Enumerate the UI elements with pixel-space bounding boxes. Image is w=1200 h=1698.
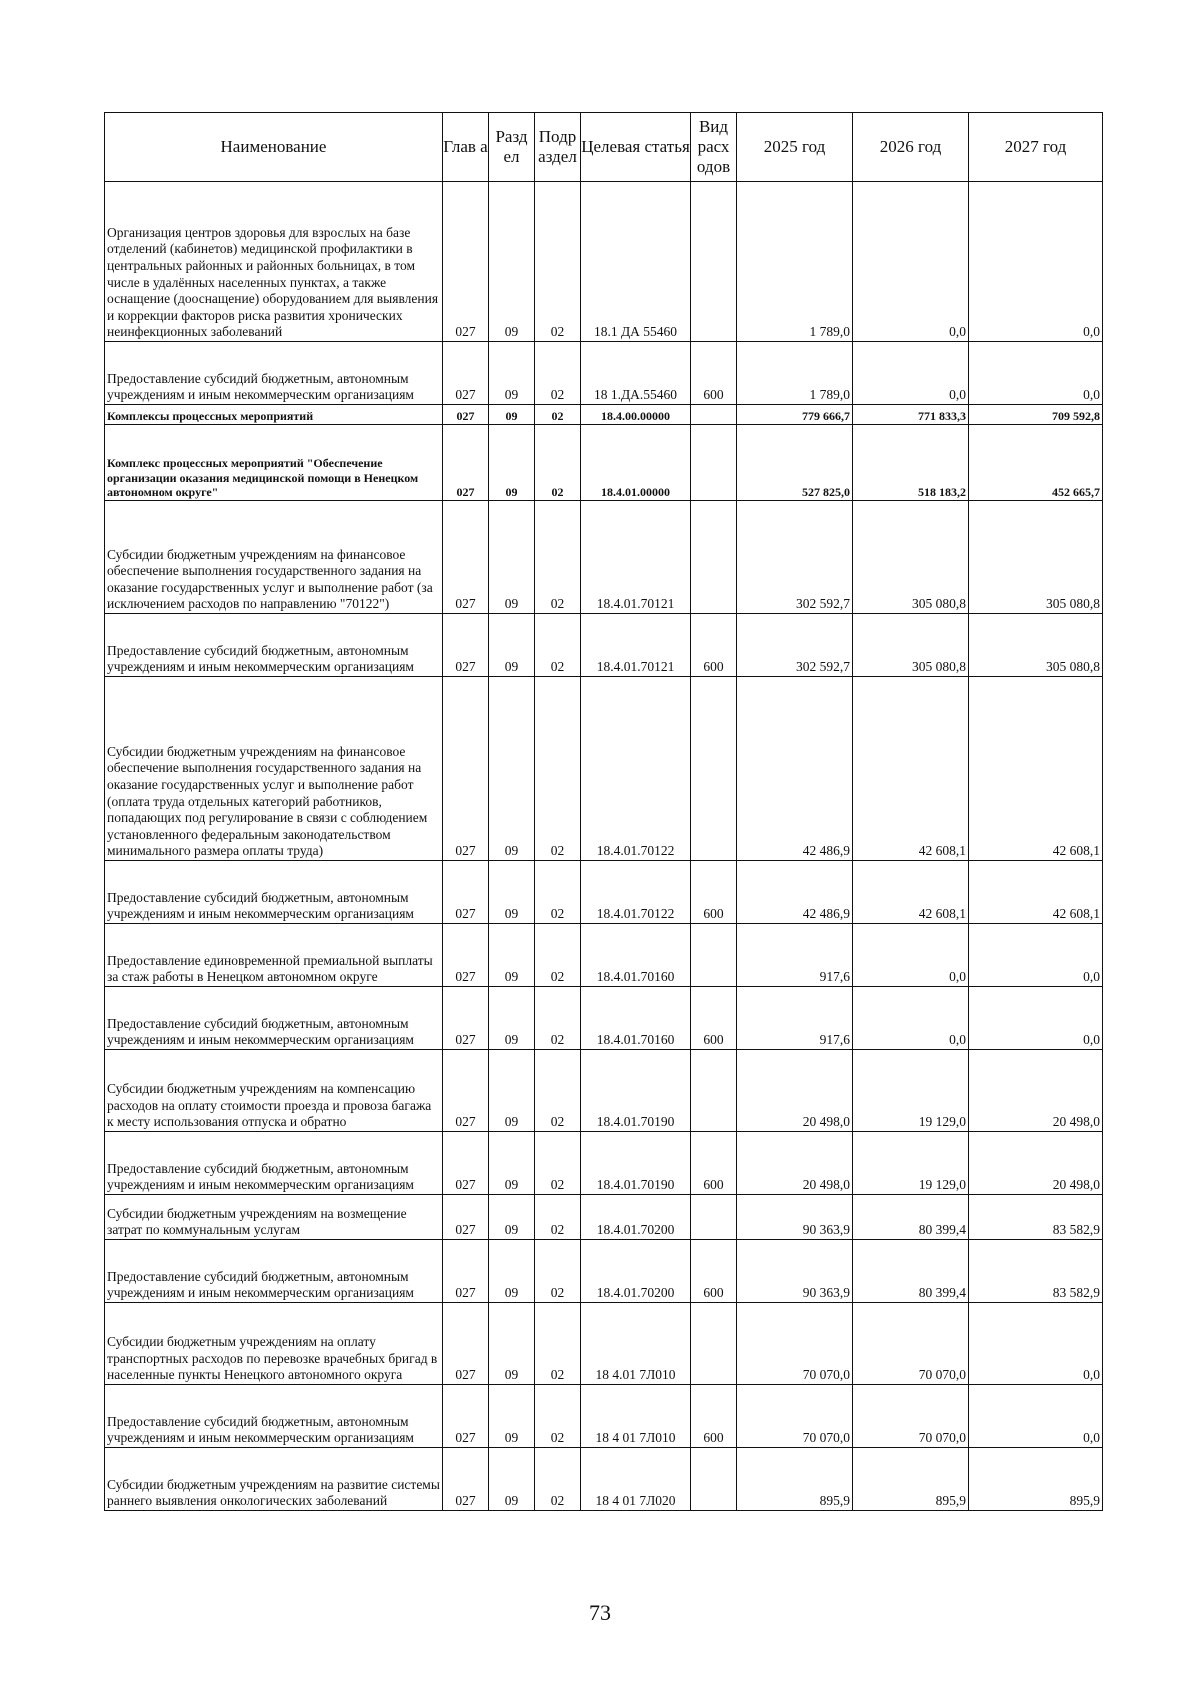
row-amount-2025: 779 666,7 [737, 405, 853, 425]
table-row [105, 677, 1103, 861]
header-2026: 2026 год [853, 113, 969, 182]
table-row [105, 924, 1103, 987]
row-target-article: 18.4.01.70121 [581, 501, 691, 614]
row-expense-type [691, 924, 737, 987]
row-amount-2026: 305 080,8 [853, 501, 969, 614]
row-name: Предоставление субсидий бюджетным, автономным учреждениям и иным некоммерческим организациям [105, 1240, 443, 1303]
row-name: Предоставление субсидий бюджетным, автономным учреждениям и иным некоммерческим организациям [105, 1385, 443, 1448]
row-target-article: 18.4.00.00000 [581, 405, 691, 425]
table-row [105, 1448, 1103, 1511]
row-amount-2027: 42 608,1 [969, 861, 1103, 924]
row-target-article: 18.4.01.70200 [581, 1195, 691, 1240]
row-target-article: 18.4.01.70122 [581, 677, 691, 861]
row-podrazdel: 02 [535, 924, 581, 987]
row-target-article: 18.1 ДА 55460 [581, 182, 691, 342]
row-name: Предоставление субсидий бюджетным, автономным учреждениям и иным некоммерческим организациям [105, 861, 443, 924]
row-amount-2026: 42 608,1 [853, 861, 969, 924]
row-expense-type: 600 [691, 1132, 737, 1195]
row-expense-type [691, 1195, 737, 1240]
row-glava: 027 [443, 677, 489, 861]
row-amount-2025: 527 825,0 [737, 425, 853, 501]
row-podrazdel: 02 [535, 405, 581, 425]
table-row [105, 1303, 1103, 1385]
row-name: Предоставление субсидий бюджетным, автономным учреждениям и иным некоммерческим организациям [105, 614, 443, 677]
row-glava: 027 [443, 1195, 489, 1240]
row-expense-type: 600 [691, 1385, 737, 1448]
row-target-article: 18.4.01.70190 [581, 1132, 691, 1195]
row-glava: 027 [443, 1050, 489, 1132]
row-glava: 027 [443, 987, 489, 1050]
header-podrazdel: Подр аздел [535, 113, 581, 182]
row-expense-type [691, 1050, 737, 1132]
row-amount-2025: 917,6 [737, 987, 853, 1050]
row-expense-type [691, 677, 737, 861]
row-name: Комплекс процессных мероприятий "Обеспечение организации оказания медицинской помощи в Ненецком автономном округе" [105, 425, 443, 501]
row-amount-2026: 19 129,0 [853, 1050, 969, 1132]
row-podrazdel: 02 [535, 861, 581, 924]
row-amount-2025: 20 498,0 [737, 1132, 853, 1195]
table-row [105, 1240, 1103, 1303]
row-podrazdel: 02 [535, 1448, 581, 1511]
row-amount-2027: 0,0 [969, 182, 1103, 342]
row-target-article: 18 4 01 7Л010 [581, 1385, 691, 1448]
row-amount-2025: 70 070,0 [737, 1303, 853, 1385]
row-amount-2027: 83 582,9 [969, 1195, 1103, 1240]
row-razdel: 09 [489, 987, 535, 1050]
row-razdel: 09 [489, 425, 535, 501]
table-row [105, 501, 1103, 614]
budget-table [104, 112, 1103, 1511]
row-target-article: 18.4.01.70200 [581, 1240, 691, 1303]
row-glava: 027 [443, 405, 489, 425]
row-razdel: 09 [489, 1448, 535, 1511]
row-glava: 027 [443, 501, 489, 614]
row-expense-type [691, 1448, 737, 1511]
row-target-article: 18.4.01.70160 [581, 987, 691, 1050]
row-expense-type: 600 [691, 861, 737, 924]
row-amount-2026: 19 129,0 [853, 1132, 969, 1195]
row-target-article: 18.4.01.70190 [581, 1050, 691, 1132]
row-amount-2026: 0,0 [853, 987, 969, 1050]
row-podrazdel: 02 [535, 614, 581, 677]
row-name: Субсидии бюджетным учреждениям на оплату транспортных расходов по перевозке врачебных бригад в населенные пункты Ненецкого автономного округа [105, 1303, 443, 1385]
table-row [105, 987, 1103, 1050]
header-glava: Глав а [443, 113, 489, 182]
row-amount-2025: 1 789,0 [737, 342, 853, 405]
row-amount-2027: 20 498,0 [969, 1132, 1103, 1195]
row-name: Предоставление субсидий бюджетным, автономным учреждениям и иным некоммерческим организациям [105, 342, 443, 405]
row-expense-type: 600 [691, 342, 737, 405]
table-row [105, 405, 1103, 425]
row-amount-2026: 80 399,4 [853, 1240, 969, 1303]
table-row [105, 342, 1103, 405]
row-amount-2026: 70 070,0 [853, 1303, 969, 1385]
row-name: Субсидии бюджетным учреждениям на финансовое обеспечение выполнения государственного задания на оказание государственных услуг и выполнение работ (за исключением расходов по направлению "70122") [105, 501, 443, 614]
row-amount-2027: 0,0 [969, 924, 1103, 987]
row-amount-2026: 70 070,0 [853, 1385, 969, 1448]
row-expense-type: 600 [691, 614, 737, 677]
row-amount-2026: 771 833,3 [853, 405, 969, 425]
row-glava: 027 [443, 924, 489, 987]
row-razdel: 09 [489, 1132, 535, 1195]
row-glava: 027 [443, 425, 489, 501]
row-amount-2027: 452 665,7 [969, 425, 1103, 501]
row-expense-type [691, 405, 737, 425]
row-amount-2025: 70 070,0 [737, 1385, 853, 1448]
row-expense-type [691, 182, 737, 342]
row-razdel: 09 [489, 861, 535, 924]
row-amount-2027: 83 582,9 [969, 1240, 1103, 1303]
row-podrazdel: 02 [535, 987, 581, 1050]
row-amount-2025: 90 363,9 [737, 1195, 853, 1240]
row-podrazdel: 02 [535, 182, 581, 342]
row-name: Субсидии бюджетным учреждениям на возмещение затрат по коммунальным услугам [105, 1195, 443, 1240]
row-razdel: 09 [489, 1385, 535, 1448]
row-glava: 027 [443, 342, 489, 405]
row-target-article: 18.4.01.70160 [581, 924, 691, 987]
row-name: Предоставление субсидий бюджетным, автономным учреждениям и иным некоммерческим организациям [105, 1132, 443, 1195]
row-name: Предоставление субсидий бюджетным, автономным учреждениям и иным некоммерческим организациям [105, 987, 443, 1050]
table-row [105, 182, 1103, 342]
header-2027: 2027 год [969, 113, 1103, 182]
row-razdel: 09 [489, 924, 535, 987]
row-podrazdel: 02 [535, 425, 581, 501]
row-razdel: 09 [489, 1050, 535, 1132]
row-amount-2025: 302 592,7 [737, 501, 853, 614]
row-amount-2026: 518 183,2 [853, 425, 969, 501]
row-podrazdel: 02 [535, 1132, 581, 1195]
row-amount-2026: 42 608,1 [853, 677, 969, 861]
row-name: Комплексы процессных мероприятий [105, 405, 443, 425]
row-razdel: 09 [489, 182, 535, 342]
row-amount-2027: 20 498,0 [969, 1050, 1103, 1132]
table-row [105, 861, 1103, 924]
row-glava: 027 [443, 1240, 489, 1303]
row-razdel: 09 [489, 1303, 535, 1385]
row-glava: 027 [443, 182, 489, 342]
row-amount-2026: 305 080,8 [853, 614, 969, 677]
row-glava: 027 [443, 861, 489, 924]
row-target-article: 18 4 01 7Л020 [581, 1448, 691, 1511]
row-expense-type: 600 [691, 1240, 737, 1303]
row-amount-2025: 302 592,7 [737, 614, 853, 677]
row-glava: 027 [443, 614, 489, 677]
row-expense-type [691, 501, 737, 614]
row-amount-2027: 0,0 [969, 987, 1103, 1050]
table-body [105, 182, 1103, 1511]
row-amount-2026: 80 399,4 [853, 1195, 969, 1240]
table-row [105, 614, 1103, 677]
table-row [105, 1195, 1103, 1240]
budget-sheet [104, 112, 1102, 1511]
row-amount-2027: 709 592,8 [969, 405, 1103, 425]
row-amount-2027: 305 080,8 [969, 501, 1103, 614]
row-podrazdel: 02 [535, 342, 581, 405]
row-amount-2027: 895,9 [969, 1448, 1103, 1511]
row-target-article: 18 4.01 7Л010 [581, 1303, 691, 1385]
row-amount-2025: 90 363,9 [737, 1240, 853, 1303]
table-row [105, 1385, 1103, 1448]
row-expense-type [691, 1303, 737, 1385]
row-amount-2026: 895,9 [853, 1448, 969, 1511]
row-amount-2026: 0,0 [853, 182, 969, 342]
row-name: Предоставление единовременной премиальной выплаты за стаж работы в Ненецком автономном округе [105, 924, 443, 987]
header-target: Целевая статья [581, 113, 691, 182]
row-amount-2025: 895,9 [737, 1448, 853, 1511]
row-amount-2025: 42 486,9 [737, 677, 853, 861]
row-name: Организация центров здоровья для взрослых на базе отделений (кабинетов) медицинской профилактики в центральных районных и районных больницах, в том числе в удалённых населенных пунктах, а также оснащение (дооснащение) оборудованием для выявления и коррекции факторов риска развития хронических неинфекционных заболеваний [105, 182, 443, 342]
table-row [105, 1050, 1103, 1132]
row-glava: 027 [443, 1448, 489, 1511]
table-row [105, 425, 1103, 501]
header-name: Наименование [105, 113, 443, 182]
page-number: 73 [589, 1600, 611, 1625]
row-target-article: 18.4.01.70122 [581, 861, 691, 924]
row-amount-2025: 20 498,0 [737, 1050, 853, 1132]
header-vid: Вид расх одов [691, 113, 737, 182]
row-razdel: 09 [489, 342, 535, 405]
row-name: Субсидии бюджетным учреждениям на компенсацию расходов на оплату стоимости проезда и провоза багажа к месту использования отпуска и обратно [105, 1050, 443, 1132]
row-amount-2026: 0,0 [853, 342, 969, 405]
row-glava: 027 [443, 1132, 489, 1195]
header-razdel: Разд ел [489, 113, 535, 182]
row-expense-type: 600 [691, 987, 737, 1050]
row-target-article: 18.4.01.00000 [581, 425, 691, 501]
row-podrazdel: 02 [535, 1195, 581, 1240]
row-razdel: 09 [489, 1240, 535, 1303]
row-name: Субсидии бюджетным учреждениям на финансовое обеспечение выполнения государственного задания на оказание государственных услуг и выполнение работ (оплата труда отдельных категорий работников, попадающих под регулирование в связи с соблюдением установленного федеральным законодательством минимального размера оплаты труда) [105, 677, 443, 861]
row-podrazdel: 02 [535, 1385, 581, 1448]
row-podrazdel: 02 [535, 1303, 581, 1385]
row-amount-2027: 0,0 [969, 1303, 1103, 1385]
row-expense-type [691, 425, 737, 501]
row-glava: 027 [443, 1303, 489, 1385]
header-2025: 2025 год [737, 113, 853, 182]
row-razdel: 09 [489, 677, 535, 861]
row-amount-2027: 0,0 [969, 342, 1103, 405]
row-amount-2025: 1 789,0 [737, 182, 853, 342]
row-amount-2027: 42 608,1 [969, 677, 1103, 861]
row-razdel: 09 [489, 614, 535, 677]
row-razdel: 09 [489, 1195, 535, 1240]
row-amount-2027: 305 080,8 [969, 614, 1103, 677]
row-name: Субсидии бюджетным учреждениям на развитие системы раннего выявления онкологических заболеваний [105, 1448, 443, 1511]
table-header-row [105, 113, 1103, 182]
row-amount-2025: 917,6 [737, 924, 853, 987]
row-target-article: 18 1.ДА.55460 [581, 342, 691, 405]
row-glava: 027 [443, 1385, 489, 1448]
table-row [105, 1132, 1103, 1195]
row-podrazdel: 02 [535, 1240, 581, 1303]
row-razdel: 09 [489, 501, 535, 614]
row-razdel: 09 [489, 405, 535, 425]
row-amount-2027: 0,0 [969, 1385, 1103, 1448]
row-podrazdel: 02 [535, 1050, 581, 1132]
row-podrazdel: 02 [535, 501, 581, 614]
row-target-article: 18.4.01.70121 [581, 614, 691, 677]
row-amount-2026: 0,0 [853, 924, 969, 987]
row-podrazdel: 02 [535, 677, 581, 861]
row-amount-2025: 42 486,9 [737, 861, 853, 924]
